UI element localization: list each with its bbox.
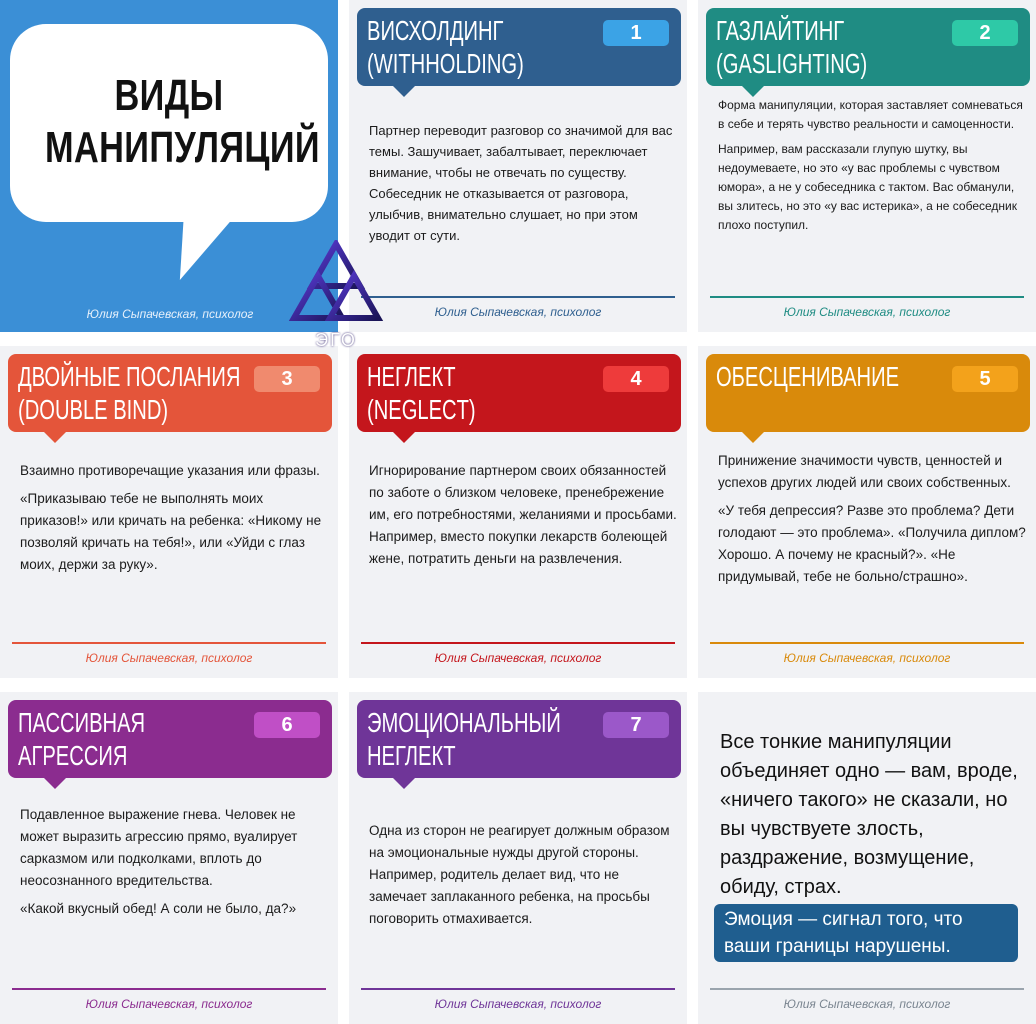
card-body — [369, 820, 679, 936]
summary-credit: Юлия Сыпачевская, психолог — [783, 997, 951, 1011]
card-paragraph: Одна из сторон не реагирует должным образом на эмоциональные нужды другой стороны. Например, родитель делает вид, что не замечает заплаканного ребенка, на просьбы поговорить отмахивается. — [369, 823, 670, 926]
card-title — [18, 706, 205, 772]
card-title — [367, 14, 554, 80]
card-neglect — [349, 346, 687, 678]
card-header — [706, 8, 1030, 86]
card-credit: Юлия Сыпачевская, психолог — [434, 305, 602, 319]
footer-divider — [361, 988, 675, 990]
header-tail — [393, 86, 415, 97]
card-gaslighting — [698, 0, 1036, 332]
card-credit: Юлия Сыпачевская, психолог — [783, 651, 951, 665]
summary-highlight: Эмоция — сигнал того, что ваши границы нарушены. — [714, 904, 1018, 962]
card-number-badge: 1 — [603, 20, 669, 46]
card-title-line: ПАССИВНАЯ — [18, 707, 146, 738]
card-paragraph: Игнорирование партнером своих обязанностей по заботе о близком человеке, пренебрежение им, его потребностями, желаниями и просьбами. Например, вместо покупки лекарств болеющей жене, потратить деньги на развлечения. — [369, 463, 677, 566]
card-header — [357, 700, 681, 778]
card-body — [20, 804, 330, 926]
card-paragraph: Например, вам рассказали глупую шутку, вы недоумеваете, но это «у вас проблемы с чувством юмора», а не у собеседника с тактом. Вас обманули, вы злитесь, но это «у вас истерика», а не собеседник плохо поступил. — [718, 142, 1017, 232]
card-title-line: ДВОЙНЫЕ ПОСЛАНИЯ — [18, 361, 241, 392]
card-title — [367, 360, 554, 426]
card-devaluation — [698, 346, 1036, 678]
card-credit: Юлия Сыпачевская, психолог — [85, 997, 253, 1011]
title-line-1: ВИДЫ — [114, 71, 224, 120]
triangle-knot-icon — [286, 240, 386, 340]
card-title-line: (NEGLECT) — [367, 394, 476, 425]
card-paragraph: Взаимно противоречащие указания или фразы. — [20, 463, 320, 478]
footer-divider — [361, 296, 675, 298]
card-title-line: (DOUBLE BIND) — [18, 394, 169, 425]
card-title-line: НЕГЛЕКТ — [367, 740, 456, 771]
footer-divider — [710, 296, 1024, 298]
footer-divider — [361, 642, 675, 644]
card-paragraph: Партнер переводит разговор со значимой для вас темы. Зашучивает, забалтывает, переключает внимание, чтобы не отвечать по существу. Собеседник не отказывается от разговора, улыбчив, внимательно слушает, но при этом уводит от сути. — [369, 123, 673, 243]
footer-divider — [12, 642, 326, 644]
card-title-line: (WITHHOLDING) — [367, 48, 524, 79]
page-title — [44, 70, 320, 174]
card-title-line: ЭМОЦИОНАЛЬНЫЙ — [367, 707, 561, 738]
card-number-badge: 5 — [952, 366, 1018, 392]
card-credit: Юлия Сыпачевская, психолог — [434, 997, 602, 1011]
card-credit: Юлия Сыпачевская, психолог — [434, 651, 602, 665]
card-title-line: ВИСХОЛДИНГ — [367, 15, 504, 46]
card-title — [716, 360, 903, 393]
footer-divider — [12, 988, 326, 990]
header-tail — [742, 432, 764, 443]
footer-divider — [710, 988, 1024, 990]
card-header — [706, 354, 1030, 432]
card-paragraph: Подавленное выражение гнева. Человек не может выразить агрессию прямо, вуалирует сарказмом или подколками, вплоть до неосознанного вредительства. — [20, 807, 298, 888]
card-body — [718, 450, 1028, 594]
card-number-badge: 6 — [254, 712, 320, 738]
card-title — [716, 14, 903, 80]
card-body — [369, 120, 679, 252]
card-number-badge: 3 — [254, 366, 320, 392]
card-credit: Юлия Сыпачевская, психолог — [85, 651, 253, 665]
card-title-line: НЕГЛЕКТ — [367, 361, 456, 392]
card-title-line: (GASLIGHTING) — [716, 48, 868, 79]
card-number-badge: 2 — [952, 20, 1018, 46]
card-passive-aggression — [0, 692, 338, 1024]
header-tail — [393, 432, 415, 443]
card-header — [8, 700, 332, 778]
card-body — [369, 460, 679, 576]
card-title-line: ОБЕСЦЕНИВАНИЕ — [716, 361, 900, 392]
header-tail — [393, 778, 415, 789]
card-emotional-neglect — [349, 692, 687, 1024]
card-body — [20, 460, 330, 582]
card-title — [18, 360, 241, 426]
card-paragraph: «У тебя депрессия? Разве это проблема? Дети голодают — это проблема». «Получила диплом? Хорошо. А почему не красный?». «Не придумывай, тебе не больно/страшно». — [718, 503, 1026, 584]
card-double-bind — [0, 346, 338, 678]
summary-text: Все тонкие манипуляции объединяет одно — вам, вроде, «ничего такого» не сказали, но вы чувствуете злость, раздражение, возмущение, обиду, страх. — [720, 731, 1018, 898]
footer-divider — [710, 642, 1024, 644]
logo-text: ЭГО — [315, 330, 357, 350]
header-tail — [44, 432, 66, 443]
summary-card — [698, 692, 1036, 1024]
card-header — [8, 354, 332, 432]
card-title — [367, 706, 561, 772]
ego-logo — [286, 240, 386, 352]
card-paragraph: «Какой вкусный обед! А соли не было, да?» — [20, 901, 297, 916]
card-withholding — [349, 0, 687, 332]
card-title-line: ГАЗЛАЙТИНГ — [716, 15, 845, 46]
card-header — [357, 8, 681, 86]
card-number-badge: 4 — [603, 366, 669, 392]
title-credit: Юлия Сыпачевская, психолог — [86, 307, 254, 321]
card-credit: Юлия Сыпачевская, психолог — [783, 305, 951, 319]
card-paragraph: Форма манипуляции, которая заставляет сомневаться в себе и терять чувство реальности и самоценности. — [718, 98, 1023, 131]
card-number-badge: 7 — [603, 712, 669, 738]
header-tail — [44, 778, 66, 789]
card-body — [718, 96, 1028, 241]
card-paragraph: Принижение значимости чувств, ценностей и успехов других людей или своих собственных. — [718, 453, 1011, 490]
title-line-2: МАНИПУЛЯЦИЙ — [44, 123, 320, 172]
card-title-line: АГРЕССИЯ — [18, 740, 128, 771]
card-header — [357, 354, 681, 432]
card-paragraph: «Приказываю тебе не выполнять моих приказов!» или кричать на ребенка: «Никому не позволяй кричать на тебя!», или «Уйди с глаз моих, держи за руку». — [20, 491, 322, 572]
